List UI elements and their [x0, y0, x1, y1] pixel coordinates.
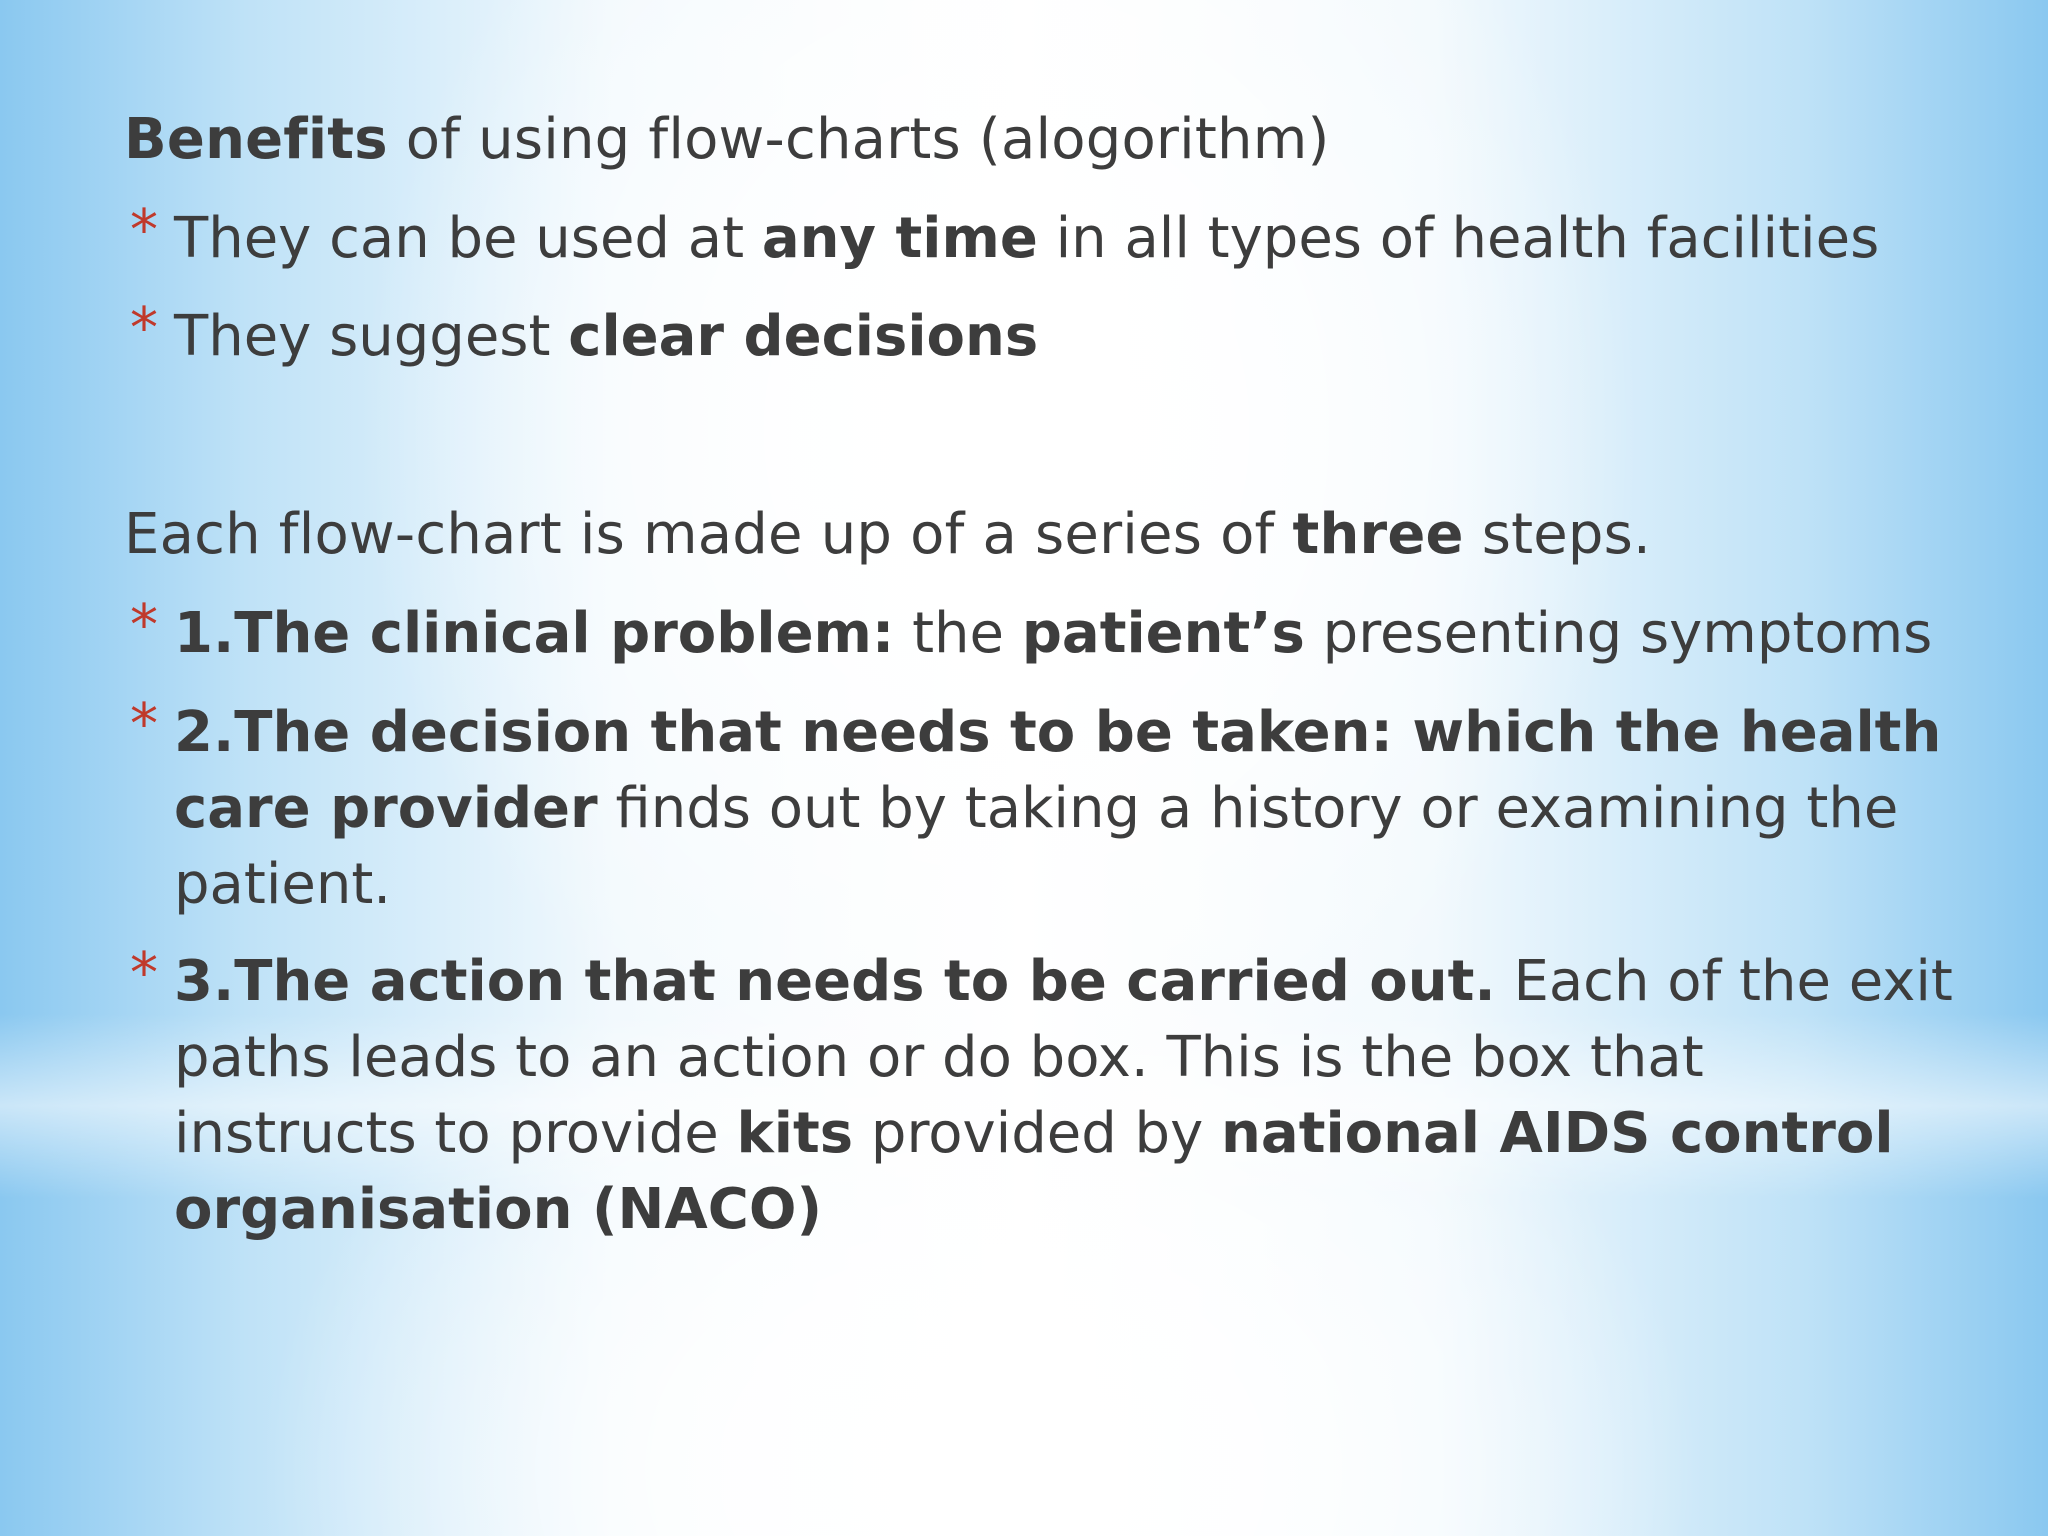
step-2-line-3: [174, 847, 391, 923]
step-bold: 3.The action that needs to be carried out.: [174, 949, 1496, 1014]
steps-heading: [124, 497, 1651, 573]
step-3-line-4: [174, 1172, 822, 1248]
bullet-marker: *: [130, 941, 158, 1006]
step-3-line-3: [174, 1096, 1894, 1172]
step-text: provided by: [853, 1101, 1222, 1166]
steps-heading-text: Each flow-chart is made up of a series of: [124, 502, 1293, 567]
step-2-line-2: [174, 771, 1898, 847]
steps-heading-text: steps.: [1463, 502, 1651, 567]
step-bold: 1.The clinical problem:: [174, 601, 895, 666]
bullet-text: They suggest: [174, 304, 569, 369]
bullet-marker: *: [130, 296, 158, 361]
step-text: finds out by taking a history or examining the: [597, 776, 1899, 841]
step-bold: 2.The decision that needs to be taken: which the health: [174, 700, 1942, 765]
step-text: Each of the exit: [1495, 949, 1953, 1014]
bullet-text: They can be used at: [174, 206, 762, 271]
step-bold: patient’s: [1021, 601, 1305, 666]
step-1-text: [174, 596, 1932, 672]
bullet-marker: *: [130, 593, 158, 658]
step-bold: organisation (NACO): [174, 1177, 823, 1242]
bullet-marker: *: [130, 692, 158, 757]
bullet-bold: clear decisions: [568, 304, 1039, 369]
step-text: instructs to provide: [174, 1101, 737, 1166]
benefit-bullet-1-text: [174, 201, 1879, 277]
bullet-marker: *: [130, 198, 158, 263]
steps-heading-bold: three: [1292, 502, 1464, 567]
step-bold: kits: [736, 1101, 854, 1166]
step-text: the: [894, 601, 1022, 666]
benefit-bullet-2-text: [174, 299, 1038, 375]
step-2-line-1: [174, 695, 1941, 771]
benefits-heading: [124, 102, 1330, 178]
benefits-heading-bold: Benefits: [124, 107, 388, 172]
bullet-bold: any time: [761, 206, 1038, 271]
benefits-heading-text: of using flow-charts (alogorithm): [387, 107, 1330, 172]
bullet-text: in all types of health facilities: [1037, 206, 1880, 271]
step-text: paths leads to an action or do box. This is the box that: [174, 1025, 1704, 1090]
step-text: presenting symptoms: [1304, 601, 1933, 666]
step-text: patient.: [174, 852, 392, 917]
step-3-line-1: [174, 944, 1953, 1020]
step-bold: care provider: [174, 776, 598, 841]
step-bold: national AIDS control: [1221, 1101, 1894, 1166]
step-3-line-2: [174, 1020, 1704, 1096]
